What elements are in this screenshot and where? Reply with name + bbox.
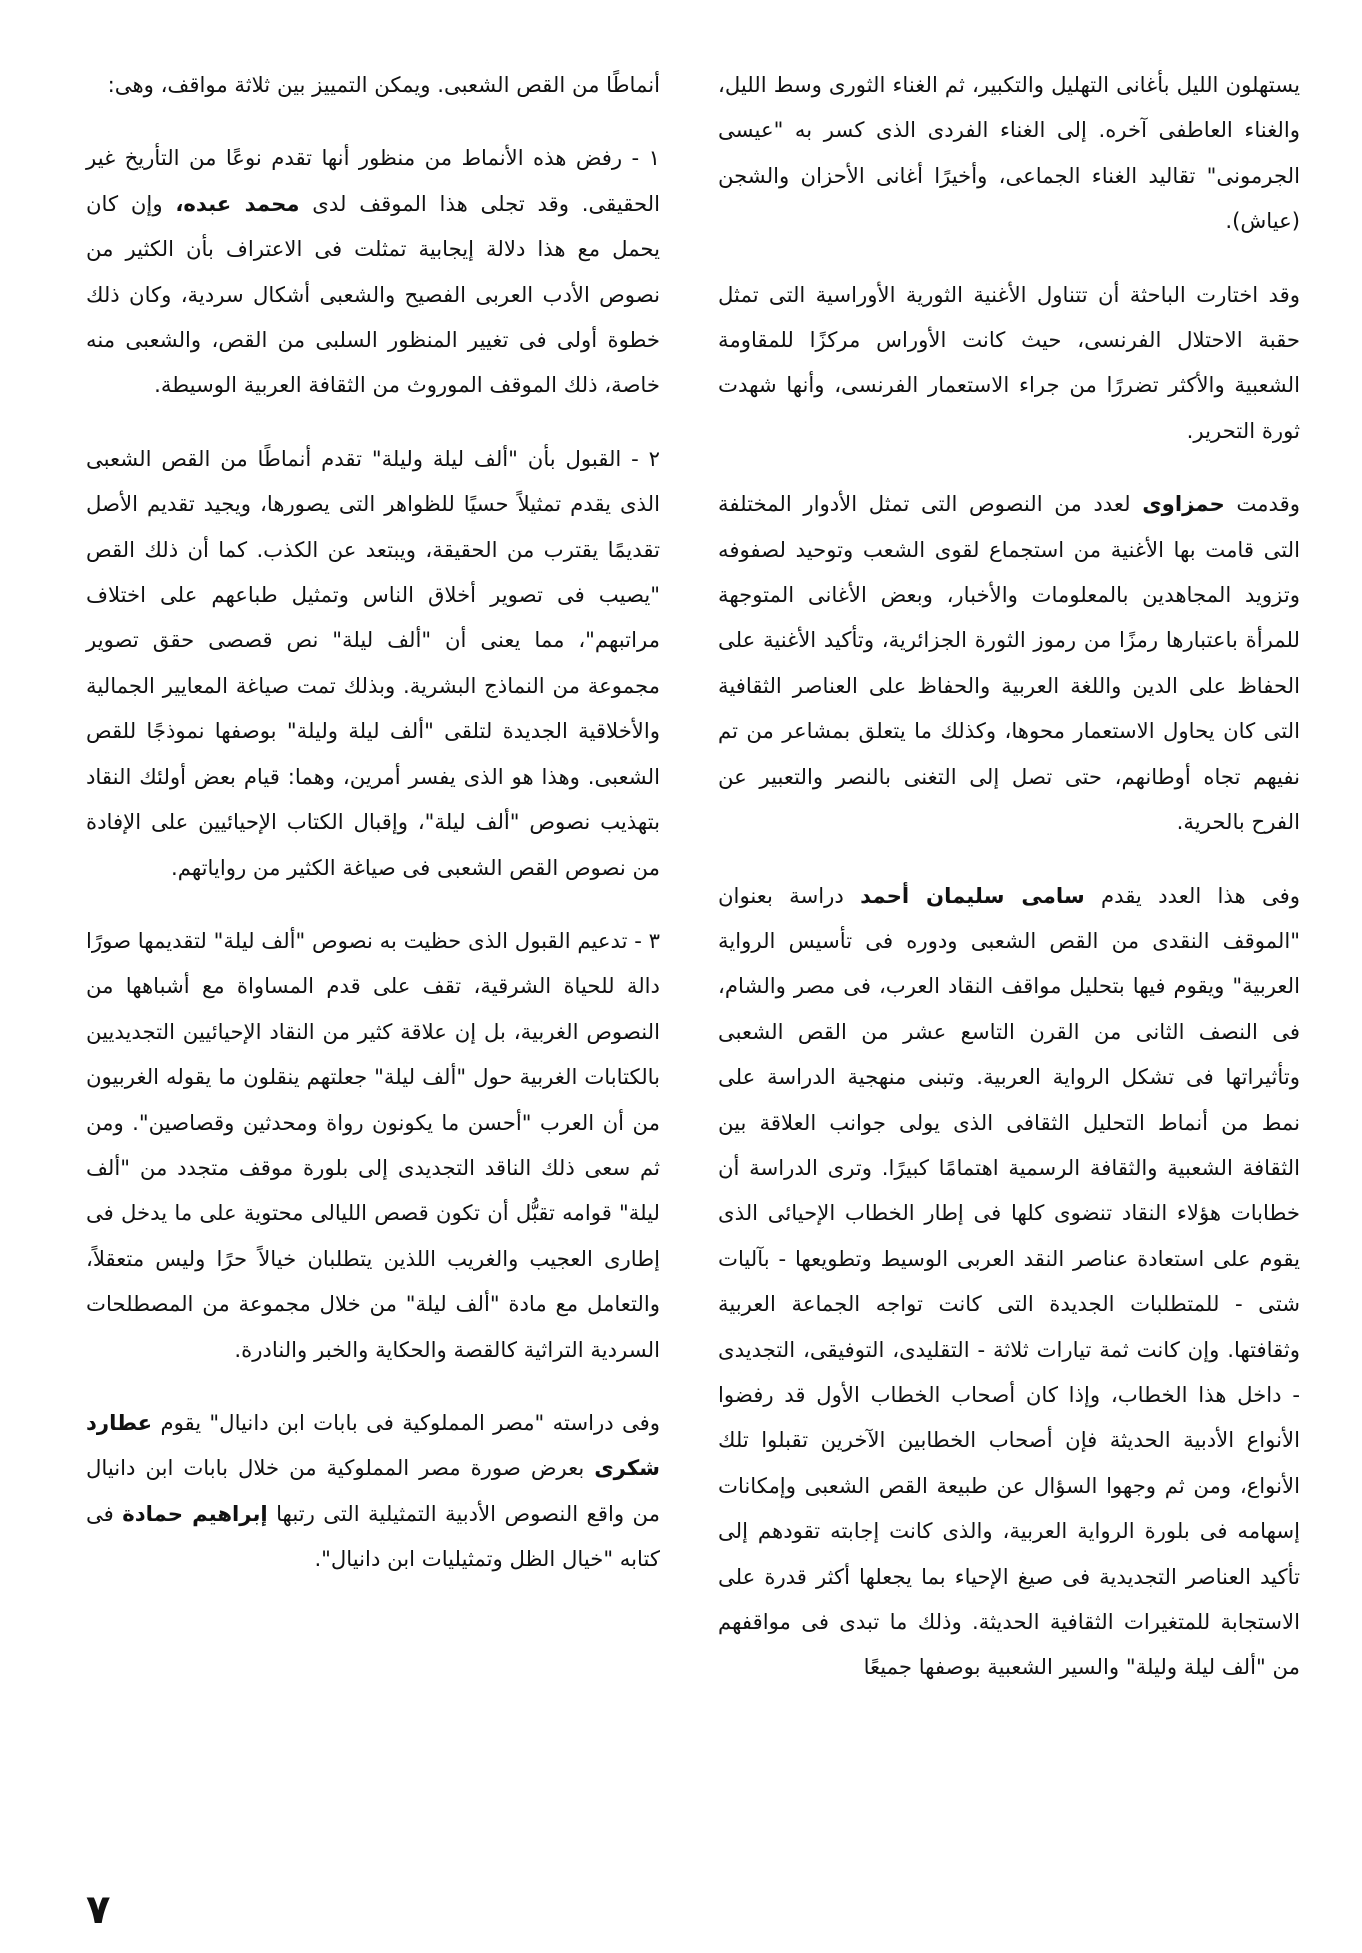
paragraph: وفى دراسته "مصر المملوكية فى بابات ابن دانيال" يقوم عطارد شكرى بعرض صورة مصر المملوكية من خلال بابات ابن دانيال من واقع النصوص الأدبية التمثيلية التى رتبها إبراهيم حمادة فى كتابه "خيال الظل وتمثيليات ابن دانيال". [86,1409,660,1572]
paragraph: وقدمت حمزاوى لعدد من النصوص التى تمثل الأدوار المختلفة التى قامت بها الأغنية من استجماع لقوى الشعب وتوحيد لصفوفه وتزويد المجاهدين بالمعلومات والأخبار، وبعض الأغانى المتوجهة للمرأة باعتبارها رمزًا من رموز الثورة الجزائرية، وتأكيد الأغنية على الحفاظ على الدين واللغة العربية والحفاظ على العناصر الثقافية التى كان يحاول الاستعمار محوها، وكذلك ما يتعلق بمشاعر من تم نفيهم تجاه أوطانهم، حتى تصل إلى التغنى بالنصر والتعبير عن الفرح بالحرية. [718,491,1301,835]
author-name: محمد عبده، [175,190,300,216]
paragraph: يستهلون الليل بأغانى التهليل والتكبير، ثم الغناء الثورى وسط الليل، والغناء العاطفى آخره. إلى الغناء الفردى الذى كسر به "عيسى الجرمونى" تقاليد الغناء الجماعى، وأخيرًا أغانى الأحزان والشجن (عياش). [718,72,1300,234]
author-name: سامى سليمان أحمد [860,882,1085,908]
paragraph: أنماطًا من القص الشعبى. ويمكن التمييز بين ثلاثة مواقف، وهى: [107,72,660,97]
author-name: عطارد شكرى [86,1409,660,1481]
numbered-paragraph: ٢ - القبول بأن "ألف ليلة وليلة" تقدم أنماطًا من القص الشعبى الذى يقدم تمثيلاً حسيًا للظواهر التى يصورها، ويجيد تقديم الأصل تقديمًا يقترب من الحقيقة، ويبتعد عن الكذب. كما أن ذلك القص "يصيب فى تصوير أخلاق الناس وتمثيل طباعهم على اختلاف مراتبهم"، مما يعنى أن "ألف ليلة" نص قصصى حقق تصوير مجموعة من النماذج البشرية. وبذلك تمت صياغة المعايير الجمالية والأخلاقية الجديدة لتلقى "ألف ليلة وليلة" بوصفها نموذجًا للقص الشعبى. وهذا هو الذى يفسر أمرين، وهما: قيام بعض أولئك النقاد بتهذيب نصوص "ألف ليلة"، وإقبال الكتاب الإحيائيين على الإفادة من نصوص القص الشعبى فى صياغة الكثير من رواياتهم. [86,445,660,880]
paragraph: وفى هذا العدد يقدم سامى سليمان أحمد دراسة بعنوان "الموقف النقدى من القص الشعبى ودوره فى تأسيس الرواية العربية" ويقوم فيها بتحليل مواقف النقاد العرب، فى مصر والشام، فى النصف الثانى من القرن التاسع عشر من القص الشعبى وتأثيراتها فى تشكل الرواية العربية. وتبنى منهجية الدراسة على نمط من أنماط التحليل الثقافى الذى يولى جوانب العلاقة بين الثقافة الشعبية والثقافة الرسمية اهتمامًا كبيرًا. وترى الدراسة أن خطابات هؤلاء النقاد تنضوى كلها فى إطار الخطاب الإحيائى الذى يقوم على استعادة عناصر النقد العربى الوسيط وتطويعها - بآليات شتى - للمتطلبات الجديدة التى كانت تواجه الجماعة العربية وثقافتها. وإن كانت ثمة تيارات ثلاثة - التقليدى، التوفيقى، التجديدى - داخل هذا الخطاب، وإذا كان أصحاب الخطاب الأول قد رفضوا الأنواع الأدبية الحديثة فإن أصحاب الخطابين الآخرين تقبلوا تلك الأنواع، ومن ثم وجهوا السؤال عن طبيعة القص الشعبى وإمكانات إسهامه فى بلورة الرواية العربية، والذى كانت إجابته تقودهم إلى تأكيد العناصر التجديدية فى صيغ الإحياء بما يجعلها أكثر قدرة على الاستجابة للمتغيرات الثقافية الحديثة. وذلك ما تبدى فى مواقفهم من "ألف ليلة وليلة" والسير الشعبية بوصفها جميعًا [718,882,1300,1680]
author-name: حمزاوى [1142,491,1225,517]
left-column [86,62,660,1610]
page-number: ٧ [86,1887,111,1933]
numbered-paragraph: ١ - رفض هذه الأنماط من منظور أنها تقدم نوعًا من التأريخ غير الحقيقى. وقد تجلى هذا الموقف لدى محمد عبده، وإن كان يحمل مع هذا دلالة إيجابية تمثلت فى الاعتراف بأن الكثير من نصوص الأدب العربى الفصيح والشعبى أشكال سردية، وكان ذلك خطوة أولى فى تغيير المنظور السلبى من القص، والشعبى منه خاصة، ذلك الموقف الموروث من الثقافة العربية الوسيطة. [86,145,661,398]
right-column [718,62,1300,1718]
numbered-paragraph: ٣ - تدعيم القبول الذى حظيت به نصوص "ألف ليلة" لتقديمها صورًا دالة للحياة الشرقية، تقف على قدم المساواة مع أشباهها من النصوص الغربية، بل إن علاقة كثير من النقاد الإحيائيين التجديديين بالكتابات الغربية حول "ألف ليلة" جعلتهم ينقلون ما يقوله الغربيون من أن العرب "أحسن ما يكونون رواة ومحدثين وقصاصين". ومن ثم سعى ذلك الناقد التجديدى إلى بلورة موقف متجدد من "ألف ليلة" قوامه تقبُّل أن تكون قصص الليالى محتوية على ما يدخل فى إطارى العجيب والغريب اللذين يتطلبان خيالاً حرًا وليس متعقلاً، والتعامل مع مادة "ألف ليلة" من خلال مجموعة من المصطلحات السردية التراثية كالقصة والحكاية والخبر والنادرة. [86,927,660,1362]
paragraph: وقد اختارت الباحثة أن تتناول الأغنية الثورية الأوراسية التى تمثل حقبة الاحتلال الفرنسى، حيث كانت الأوراس مركزًا للمقاومة الشعبية والأكثر تضررًا من جراء الاستعمار الفرنسى، وأنها شهدت ثورة التحرير. [718,281,1300,443]
author-name: إبراهيم حمادة [122,1500,268,1526]
